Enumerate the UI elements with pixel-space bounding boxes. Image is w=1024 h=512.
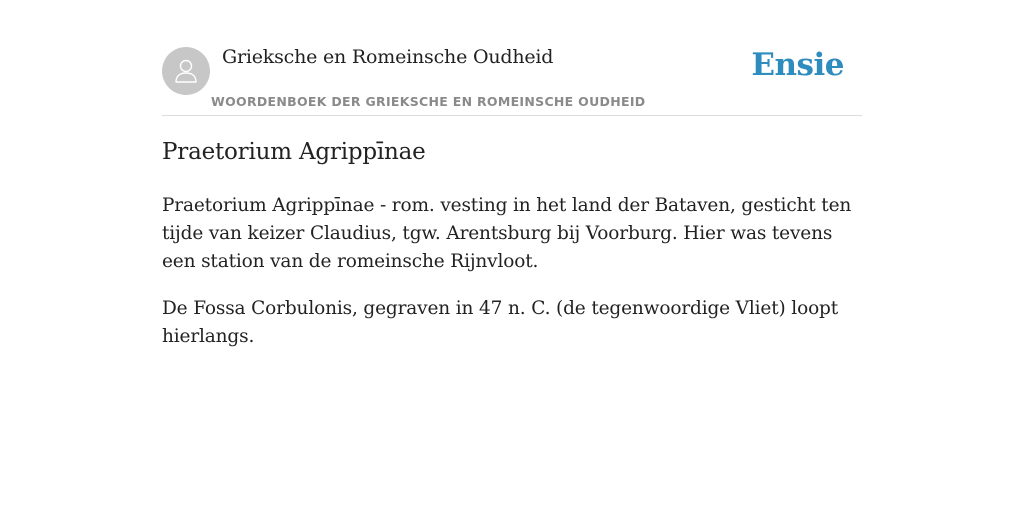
article-paragraph: De Fossa Corbulonis, gegraven in 47 n. C. (de tegenwoordige Vliet) loopt hierlangs. [162,298,839,347]
author-avatar[interactable] [162,47,210,95]
dictionary-label[interactable]: WOORDENBOEK DER GRIEKSCHE EN ROMEINSCHE OUDHEID [211,94,646,109]
ensie-logo[interactable]: Ensie [751,47,844,83]
header [162,0,862,116]
user-icon [171,56,201,86]
article-body [162,192,862,370]
article-title: Praetorium Agrippīnae [162,139,426,165]
article-paragraph: Praetorium Agrippīnae - rom. vesting in het land der Bataven, gesticht ten tijde van keizer Claudius, tgw. Arentsburg bij Voorburg. Hier was tevens een station van de romeinsche Rijnvloot. [162,195,852,272]
author-name[interactable]: Grieksche en Romeinsche Oudheid [222,46,554,68]
page-container [162,0,862,347]
